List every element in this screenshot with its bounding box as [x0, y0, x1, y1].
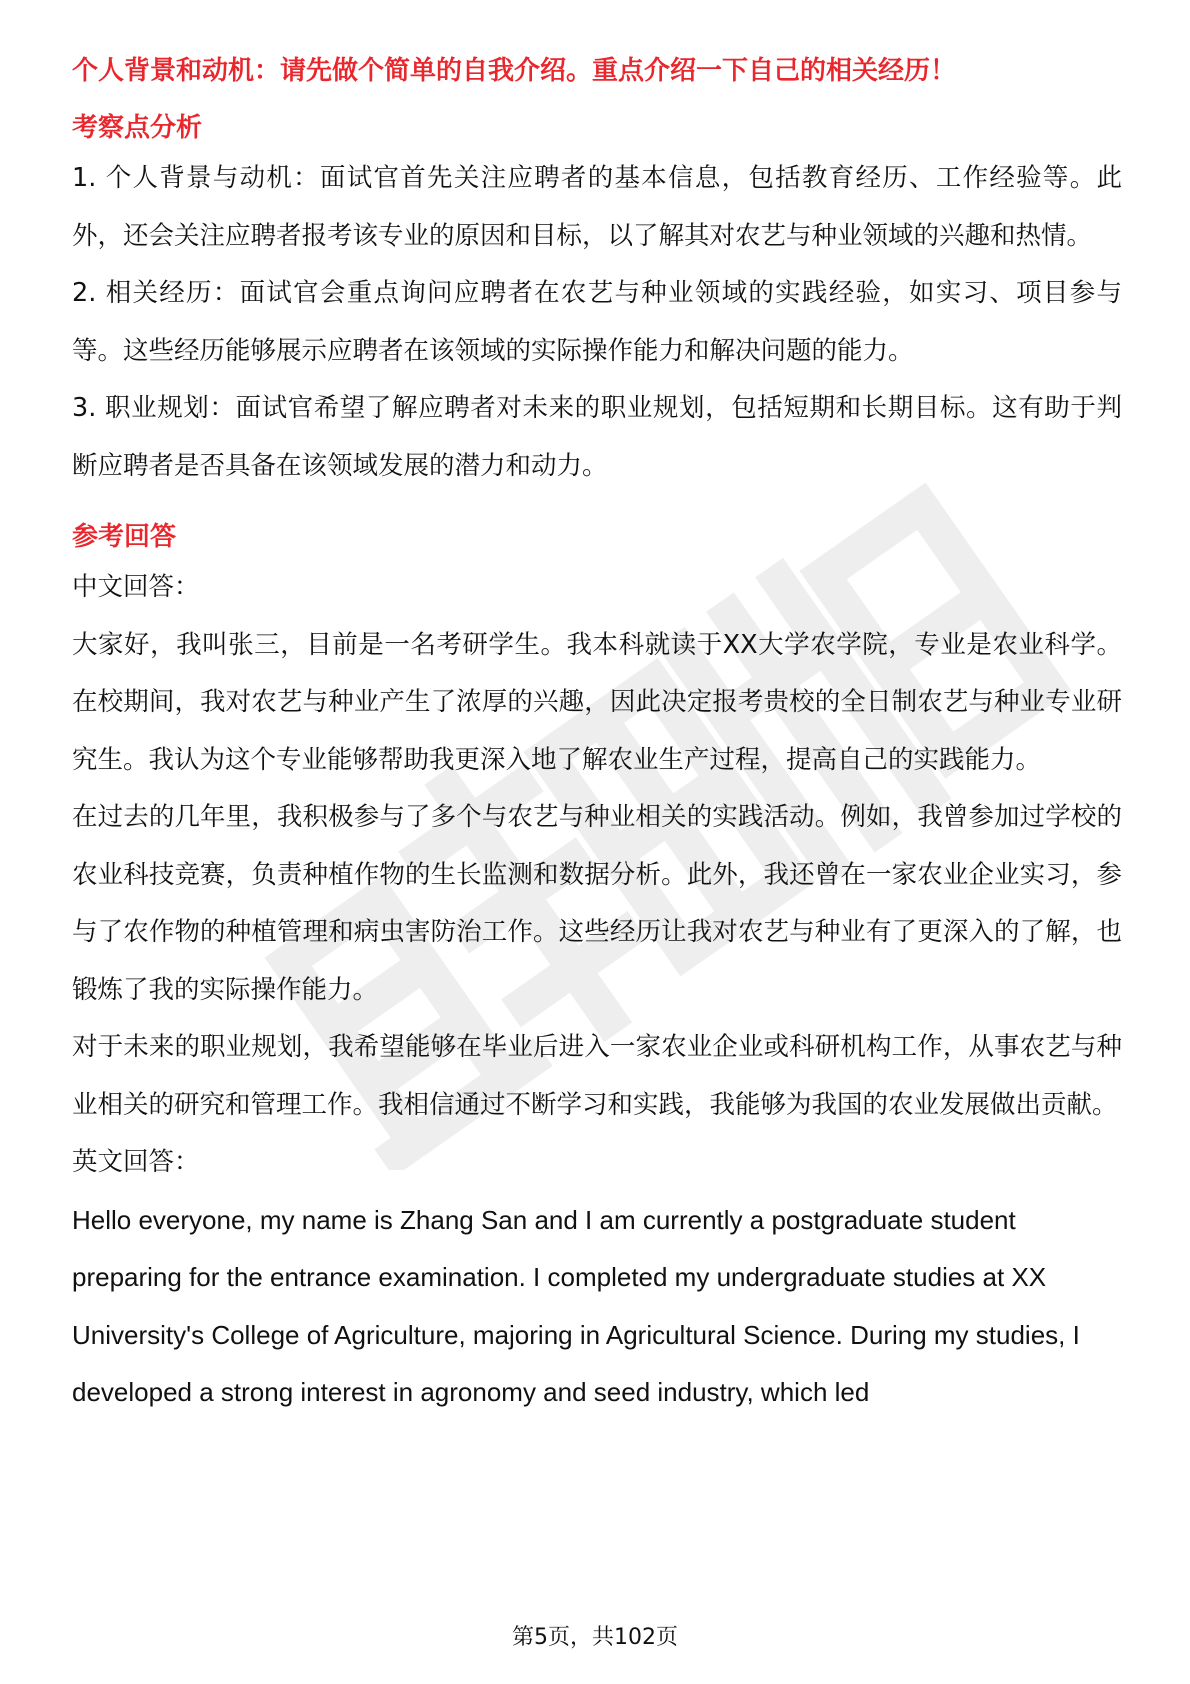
- chinese-answer-paragraph-2: 在过去的几年里，我积极参与了多个与农艺与种业相关的实践活动。例如，我曾参加过学校的农业科技竞赛，负责种植作物的生长监测和数据分析。此外，我还曾在一家农业企业实习，参与了农作物的种植管理和病虫害防治工作。这些经历让我对农艺与种业有了更深入的了解，也锻炼了我的实际操作能力。: [72, 802, 1122, 1005]
- page-number: 第5页，共102页: [512, 1625, 678, 1650]
- question-title: 个人背景和动机：请先做个简单的自我介绍。重点介绍一下自己的相关经历！: [72, 56, 957, 86]
- english-answer-label: 英文回答：: [72, 1147, 200, 1177]
- analysis-item-2: 2. 相关经历：面试官会重点询问应聘者在农艺与种业领域的实践经验，如实习、项目参与等。这些经历能够展示应聘者在该领域的实际操作能力和解决问题的能力。: [72, 278, 1122, 366]
- document-content: [72, 50, 1122, 1422]
- chinese-answer-paragraph-3: 对于未来的职业规划，我希望能够在毕业后进入一家农业企业或科研机构工作，从事农艺与种业相关的研究和管理工作。我相信通过不断学习和实践，我能够为我国的农业发展做出贡献。: [72, 1032, 1122, 1120]
- analysis-item-1: 1. 个人背景与动机：面试官首先关注应聘者的基本信息，包括教育经历、工作经验等。此外，还会关注应聘者报考该专业的原因和目标，以了解其对农艺与种业领域的兴趣和热情。: [72, 163, 1122, 251]
- chinese-answer-label: 中文回答：: [72, 572, 200, 602]
- chinese-answer-paragraph-1: 大家好，我叫张三，目前是一名考研学生。我本科就读于XX大学农学院，专业是农业科学。在校期间，我对农艺与种业产生了浓厚的兴趣，因此决定报考贵校的全日制农艺与种业专业研究生。我认为这个专业能够帮助我更深入地了解农业生产过程，提高自己的实践能力。: [72, 629, 1122, 775]
- reference-heading: 参考回答: [72, 522, 177, 552]
- analysis-heading: 考察点分析: [72, 113, 203, 143]
- analysis-item-3: 3. 职业规划：面试官希望了解应聘者对未来的职业规划，包括短期和长期目标。这有助于判断应聘者是否具备在该领域发展的潜力和动力。: [72, 393, 1122, 481]
- english-answer-paragraph: Hello everyone, my name is Zhang San and I am currently a postgraduate student preparing for the entrance examination. I completed my undergraduate studies at XX University's College of Agriculture, majoring in Agricultural Science. During my studies, I developed a strong interest in agronomy and seed industry, which led: [72, 1204, 1080, 1407]
